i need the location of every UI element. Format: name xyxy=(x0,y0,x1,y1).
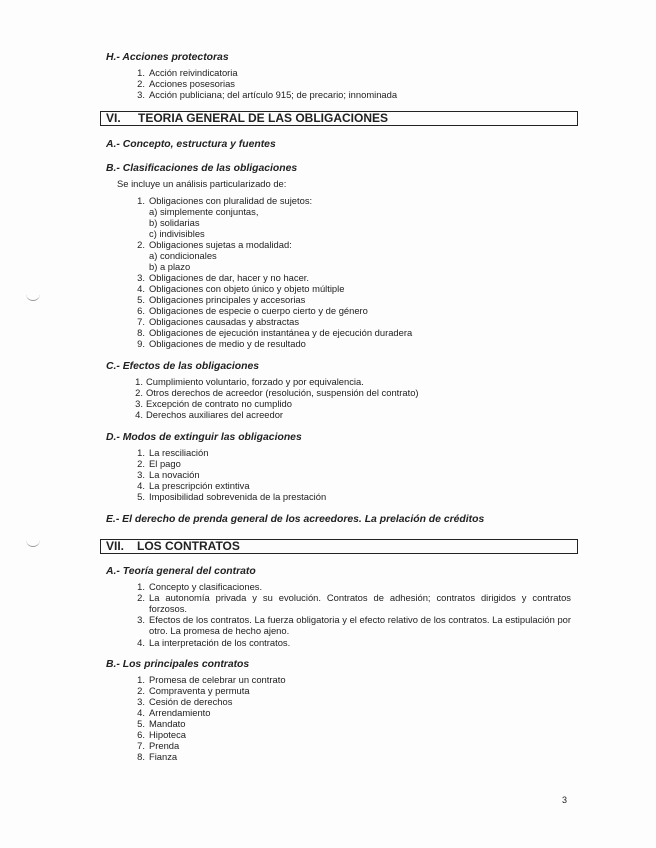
item-text: El pago xyxy=(149,458,181,469)
section-vi-d-heading: D.- Modos de extinguir las obligaciones xyxy=(106,432,302,443)
item-number: 5. xyxy=(137,491,145,502)
item-number: 3. xyxy=(137,614,145,625)
item-number: 2. xyxy=(135,387,143,398)
section-vi-a-heading: A.- Concepto, estructura y fuentes xyxy=(106,139,276,150)
item-text: Imposibilidad sobrevenida de la prestación xyxy=(149,491,327,502)
item-text: Otros derechos de acreedor (resolución, suspensión del contrato) xyxy=(146,387,419,398)
item-text: Efectos de los contratos. La fuerza obligatoria y el efecto relativo de los contratos. La estipulación por otro. La promesa de hecho ajeno. xyxy=(149,614,571,636)
item-text: Obligaciones sujetas a modalidad: xyxy=(149,239,292,250)
item-text: Derechos auxiliares del acreedor xyxy=(146,409,284,420)
binder-hole-mark xyxy=(26,292,40,301)
sub-item: c) indivisibles xyxy=(149,228,205,239)
section-vii-b-heading: B.- Los principales contratos xyxy=(106,659,250,670)
item-number: 4. xyxy=(137,637,145,648)
item-number: 2. xyxy=(137,78,145,89)
item-text: Fianza xyxy=(149,751,178,762)
item-number: 6. xyxy=(137,729,145,740)
item-text: Arrendamiento xyxy=(149,707,211,718)
item-number: 2. xyxy=(137,685,145,696)
section-vi-title-box xyxy=(100,111,578,126)
item-number: 3. xyxy=(137,272,145,283)
item-number: 7. xyxy=(137,740,145,751)
item-number: 3. xyxy=(137,89,145,100)
item-text: Prenda xyxy=(149,740,180,751)
item-text: Obligaciones con objeto único y objeto múltiple xyxy=(149,283,345,294)
section-vii-title-box xyxy=(100,539,578,554)
section-vi-b-heading: B.- Clasificaciones de las obligaciones xyxy=(106,163,298,174)
item-number: 3. xyxy=(137,696,145,707)
item-number: 2. xyxy=(137,239,145,250)
item-text: Acción publiciana; del artículo 915; de precario; innominada xyxy=(149,89,398,100)
item-text: Hipoteca xyxy=(149,729,187,740)
item-number: 6. xyxy=(137,305,145,316)
item-text: Acciones posesorias xyxy=(149,78,235,89)
item-text: La autonomía privada y su evolución. Contratos de adhesión; contratos dirigidos y contratos forzosos. xyxy=(149,592,571,614)
section-vii-numeral: VII. xyxy=(106,539,125,553)
item-text: Concepto y clasificaciones. xyxy=(149,581,263,592)
item-text: La interpretación de los contratos. xyxy=(149,637,291,648)
item-number: 4. xyxy=(135,409,143,420)
item-text: Acción reivindicatoria xyxy=(149,67,238,78)
item-number: 8. xyxy=(137,751,145,762)
item-text: La prescripción extintiva xyxy=(149,480,250,491)
item-text: Obligaciones con pluralidad de sujetos: xyxy=(149,195,313,206)
item-number: 1. xyxy=(135,376,143,387)
item-number: 5. xyxy=(137,294,145,305)
item-number: 2. xyxy=(137,458,145,469)
page-number: 3 xyxy=(562,795,568,805)
item-text: Excepción de contrato no cumplido xyxy=(146,398,292,409)
sub-item: a) condicionales xyxy=(149,250,217,261)
item-number: 3. xyxy=(137,469,145,480)
item-text: Promesa de celebrar un contrato xyxy=(149,674,286,685)
item-text: La resciliación xyxy=(149,447,209,458)
item-number: 4. xyxy=(137,707,145,718)
item-number: 7. xyxy=(137,316,145,327)
item-text: Obligaciones causadas y abstractas xyxy=(149,316,300,327)
item-text: Obligaciones de medio y de resultado xyxy=(149,338,306,349)
section-vi-title: TEORIA GENERAL DE LAS OBLIGACIONES xyxy=(138,111,389,125)
section-vii-title: LOS CONTRATOS xyxy=(137,539,240,553)
item-text: Cumplimiento voluntario, forzado y por equivalencia. xyxy=(146,376,364,387)
item-text: Compraventa y permuta xyxy=(149,685,250,696)
section-vi-c-heading: C.- Efectos de las obligaciones xyxy=(106,361,260,372)
item-number: 2. xyxy=(137,592,145,603)
item-number: 1. xyxy=(137,67,145,78)
item-text: Cesión de derechos xyxy=(149,696,233,707)
item-text: Obligaciones principales y accesorias xyxy=(149,294,306,305)
item-number: 1. xyxy=(137,447,145,458)
item-number: 1. xyxy=(137,195,145,206)
item-number: 4. xyxy=(137,480,145,491)
sub-item: a) simplemente conjuntas, xyxy=(149,206,259,217)
item-number: 3. xyxy=(135,398,143,409)
item-number: 1. xyxy=(137,581,145,592)
item-number: 8. xyxy=(137,327,145,338)
section-vi-b-intro: Se incluye un análisis particularizado de: xyxy=(117,178,287,189)
item-text: Mandato xyxy=(149,718,186,729)
item-text: Obligaciones de dar, hacer y no hacer. xyxy=(149,272,309,283)
section-h-heading: H.- Acciones protectoras xyxy=(106,52,229,63)
section-vii-a-heading: A.- Teoría general del contrato xyxy=(106,566,256,577)
item-number: 1. xyxy=(137,674,145,685)
item-text: La novación xyxy=(149,469,200,480)
item-number: 4. xyxy=(137,283,145,294)
item-number: 5. xyxy=(137,718,145,729)
item-text: Obligaciones de ejecución instantánea y de ejecución duradera xyxy=(149,327,413,338)
item-number: 9. xyxy=(137,338,145,349)
sub-item: b) solidarias xyxy=(149,217,200,228)
section-vi-numeral: VI. xyxy=(106,111,121,125)
section-vi-e-heading: E.- El derecho de prenda general de los acreedores. La prelación de créditos xyxy=(106,514,485,525)
binder-hole-mark xyxy=(26,538,40,547)
item-text: Obligaciones de especie o cuerpo cierto y de género xyxy=(149,305,368,316)
sub-item: b) a plazo xyxy=(149,261,191,272)
